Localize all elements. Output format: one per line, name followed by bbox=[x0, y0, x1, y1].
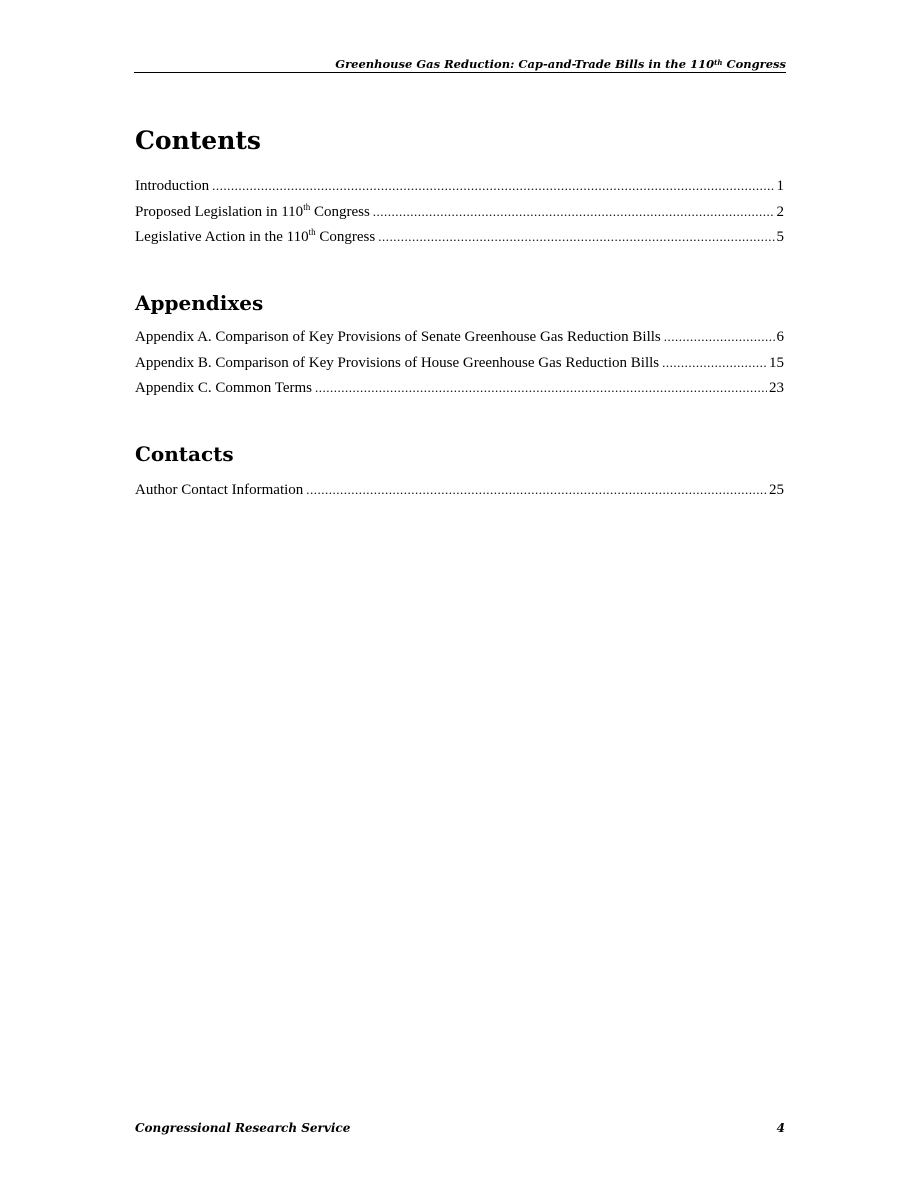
dot-leader bbox=[664, 327, 775, 347]
dot-leader bbox=[662, 353, 767, 373]
toc-entry-proposed-legislation[interactable] bbox=[135, 202, 784, 228]
toc-entry-legislative-action[interactable] bbox=[135, 227, 784, 253]
page-footer bbox=[135, 1119, 785, 1137]
footer-organization: Congressional Research Service bbox=[135, 1121, 351, 1135]
running-header bbox=[134, 56, 786, 73]
toc-entry-appendix-a[interactable] bbox=[135, 327, 784, 353]
contacts-list bbox=[135, 480, 784, 506]
header-title-suffix: Congress bbox=[722, 57, 786, 71]
dot-leader bbox=[315, 378, 767, 398]
toc-page-number: 2 bbox=[776, 203, 784, 220]
toc-entry-label: Author Contact Information bbox=[135, 482, 304, 498]
contacts-heading: Contacts bbox=[135, 442, 234, 466]
dot-leader bbox=[373, 202, 775, 222]
appendixes-heading: Appendixes bbox=[135, 291, 264, 315]
toc-entry-author-contact[interactable] bbox=[135, 480, 784, 506]
toc-entry-label: Legislative Action in the 110th Congress bbox=[135, 227, 376, 245]
toc-entry-introduction[interactable] bbox=[135, 176, 784, 202]
toc-page-number: 15 bbox=[769, 354, 784, 371]
dot-leader bbox=[306, 480, 767, 500]
footer-page-number: 4 bbox=[776, 1121, 785, 1135]
contents-list bbox=[135, 176, 784, 253]
header-title-superscript: th bbox=[714, 58, 723, 67]
toc-page-number: 5 bbox=[776, 229, 784, 245]
toc-entry-label: Proposed Legislation in 110th Congress bbox=[135, 201, 370, 220]
toc-page-number: 6 bbox=[776, 329, 784, 345]
dot-leader bbox=[212, 176, 774, 196]
toc-entry-label: Introduction bbox=[135, 178, 210, 194]
toc-page-number: 25 bbox=[769, 482, 784, 498]
appendixes-list bbox=[135, 327, 784, 404]
header-title-text: Greenhouse Gas Reduction: Cap-and-Trade Bills in the 110 bbox=[335, 57, 715, 71]
toc-page-number: 23 bbox=[769, 380, 784, 396]
dot-leader bbox=[378, 227, 774, 247]
toc-entry-label: Appendix C. Common Terms bbox=[135, 380, 313, 396]
toc-entry-appendix-c[interactable] bbox=[135, 378, 784, 404]
toc-entry-appendix-b[interactable] bbox=[135, 353, 784, 379]
contents-heading: Contents bbox=[135, 126, 262, 155]
toc-page-number: 1 bbox=[776, 178, 784, 194]
toc-entry-label: Appendix B. Comparison of Key Provisions of House Greenhouse Gas Reduction Bills bbox=[135, 354, 660, 371]
toc-entry-label: Appendix A. Comparison of Key Provisions of Senate Greenhouse Gas Reduction Bills bbox=[135, 329, 661, 345]
